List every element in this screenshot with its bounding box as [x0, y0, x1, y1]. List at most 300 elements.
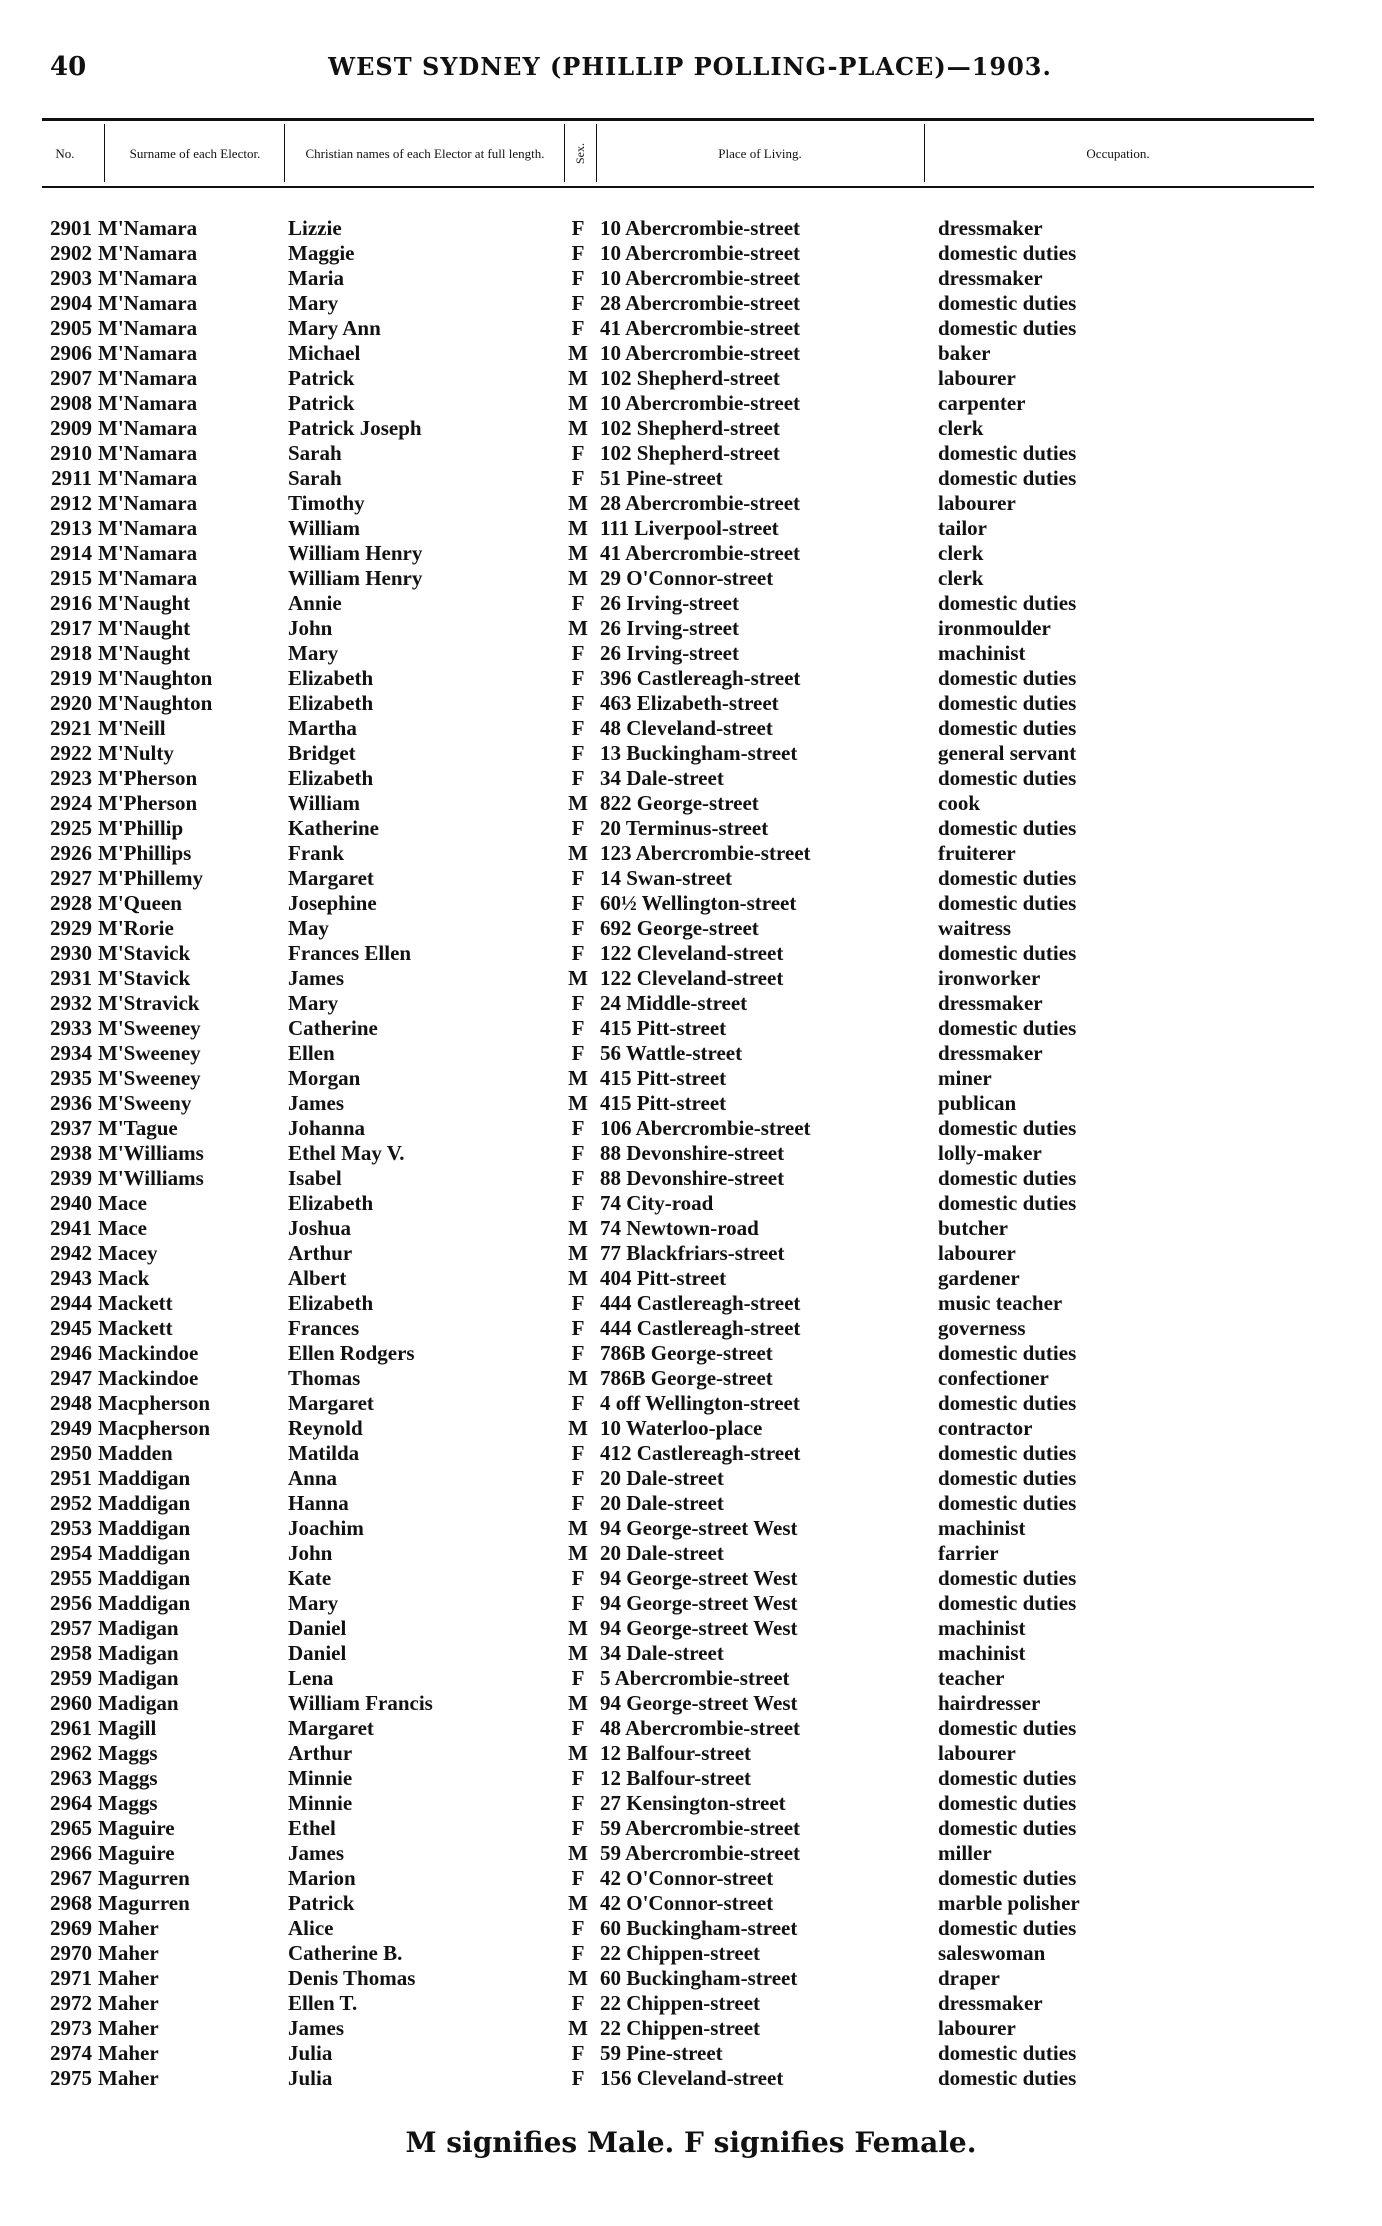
- place-of-living: 102 Shepherd-street: [600, 366, 780, 390]
- elector-number: 2931: [50, 966, 92, 990]
- christian-names: Mary: [288, 1591, 339, 1615]
- sex: F: [571, 1041, 585, 1065]
- place-of-living: 786B George-street: [600, 1341, 773, 1365]
- sex: F: [571, 1791, 585, 1815]
- elector-number: 2925: [50, 816, 92, 840]
- surname: Mackindoe: [98, 1341, 199, 1365]
- place-of-living: 34 Dale-street: [600, 766, 724, 790]
- christian-names: Ellen T.: [288, 1991, 358, 2015]
- christian-names: Timothy: [288, 491, 365, 515]
- surname: M'Nulty: [98, 741, 174, 765]
- sex: M: [568, 491, 588, 515]
- surname: Maddigan: [98, 1516, 191, 1540]
- table-row: [0, 1641, 1382, 1666]
- place-of-living: 111 Liverpool-street: [600, 516, 779, 540]
- occupation: ironmoulder: [938, 616, 1051, 640]
- table-row: [0, 1816, 1382, 1841]
- sex: F: [571, 1716, 585, 1740]
- elector-number: 2938: [50, 1141, 92, 1165]
- occupation: general servant: [938, 741, 1077, 765]
- surname: M'Naught: [98, 591, 191, 615]
- elector-number: 2961: [50, 1716, 92, 1740]
- sex: M: [568, 366, 588, 390]
- sex: M: [568, 541, 588, 565]
- table-row: [0, 666, 1382, 691]
- sex: M: [568, 791, 588, 815]
- table-row: [0, 891, 1382, 916]
- occupation: domestic duties: [938, 591, 1077, 615]
- table-row: [0, 841, 1382, 866]
- place-of-living: 34 Dale-street: [600, 1641, 724, 1665]
- christian-names: Joachim: [288, 1516, 364, 1540]
- sex: F: [571, 1291, 585, 1315]
- place-of-living: 42 O'Connor-street: [600, 1891, 774, 1915]
- place-of-living: 29 O'Connor-street: [600, 566, 774, 590]
- christian-names: Frances: [288, 1316, 360, 1340]
- sex: M: [568, 1266, 588, 1290]
- table-row: [0, 1466, 1382, 1491]
- table-row: [0, 1766, 1382, 1791]
- table-row: [0, 966, 1382, 991]
- surname: M'Rorie: [98, 916, 174, 940]
- christian-names: Denis Thomas: [288, 1966, 416, 1990]
- sex: F: [571, 1166, 585, 1190]
- column-divider: [596, 124, 597, 182]
- table-row: [0, 1091, 1382, 1116]
- surname: Mackett: [98, 1291, 173, 1315]
- elector-number: 2904: [50, 291, 92, 315]
- christian-names: Daniel: [288, 1616, 347, 1640]
- sex: M: [568, 1891, 588, 1915]
- surname: M'Sweeney: [98, 1041, 201, 1065]
- christian-names: Kate: [288, 1566, 332, 1590]
- elector-number: 2940: [50, 1191, 92, 1215]
- sex: M: [568, 1091, 588, 1115]
- surname: M'Stavick: [98, 966, 191, 990]
- place-of-living: 56 Wattle-street: [600, 1041, 743, 1065]
- table-row: [0, 1316, 1382, 1341]
- table-row: [0, 541, 1382, 566]
- christian-names: Margaret: [288, 1391, 374, 1415]
- sex: M: [568, 1691, 588, 1715]
- sex: F: [571, 591, 585, 615]
- table-row: [0, 566, 1382, 591]
- occupation: teacher: [938, 1666, 1005, 1690]
- elector-number: 2914: [50, 541, 92, 565]
- table-row: [0, 1841, 1382, 1866]
- christian-names: Marion: [288, 1866, 356, 1890]
- christian-names: James: [288, 2016, 344, 2040]
- surname: M'Namara: [98, 341, 198, 365]
- elector-number: 2928: [50, 891, 92, 915]
- sex: M: [568, 1966, 588, 1990]
- place-of-living: 10 Abercrombie-street: [600, 216, 801, 240]
- occupation: domestic duties: [938, 691, 1077, 715]
- christian-names: James: [288, 1091, 344, 1115]
- sex: M: [568, 1516, 588, 1540]
- elector-number: 2902: [50, 241, 92, 265]
- christian-names: Catherine B.: [288, 1941, 403, 1965]
- page-number: 40: [50, 52, 87, 82]
- place-of-living: 444 Castlereagh-street: [600, 1316, 801, 1340]
- surname: Maher: [98, 2066, 159, 2090]
- surname: M'Namara: [98, 566, 198, 590]
- surname: M'Namara: [98, 241, 198, 265]
- christian-names: William Henry: [288, 566, 423, 590]
- christian-names: Arthur: [288, 1241, 353, 1265]
- christian-names: Margaret: [288, 866, 374, 890]
- sex: F: [571, 291, 585, 315]
- table-row: [0, 1241, 1382, 1266]
- christian-names: Lena: [288, 1666, 334, 1690]
- christian-names: William Francis: [288, 1691, 433, 1715]
- elector-number: 2905: [50, 316, 92, 340]
- christian-names: Thomas: [288, 1366, 361, 1390]
- table-row: [0, 1041, 1382, 1066]
- sex: M: [568, 1841, 588, 1865]
- occupation: saleswoman: [938, 1941, 1046, 1965]
- place-of-living: 415 Pitt-street: [600, 1016, 727, 1040]
- surname: Mace: [98, 1191, 147, 1215]
- christian-names: Hanna: [288, 1491, 349, 1515]
- place-of-living: 59 Abercrombie-street: [600, 1841, 801, 1865]
- surname: Maher: [98, 2016, 159, 2040]
- place-of-living: 106 Abercrombie-street: [600, 1116, 811, 1140]
- surname: M'Phillips: [98, 841, 192, 865]
- sex: M: [568, 1366, 588, 1390]
- occupation: gardener: [938, 1266, 1020, 1290]
- column-divider: [564, 124, 565, 182]
- sex: M: [568, 516, 588, 540]
- surname: Macey: [98, 1241, 158, 1265]
- occupation: domestic duties: [938, 1441, 1077, 1465]
- elector-number: 2965: [50, 1816, 92, 1840]
- christian-names: Albert: [288, 1266, 347, 1290]
- sex: M: [568, 1741, 588, 1765]
- surname: M'Williams: [98, 1141, 204, 1165]
- table-row: [0, 466, 1382, 491]
- sex: F: [571, 1941, 585, 1965]
- surname: M'Naught: [98, 616, 191, 640]
- table-row: [0, 491, 1382, 516]
- occupation: draper: [938, 1966, 1000, 1990]
- surname: M'Tague: [98, 1116, 178, 1140]
- elector-number: 2946: [50, 1341, 92, 1365]
- table-row: [0, 1266, 1382, 1291]
- elector-number: 2966: [50, 1841, 92, 1865]
- sex: F: [571, 1391, 585, 1415]
- place-of-living: 156 Cleveland-street: [600, 2066, 784, 2090]
- christian-names: Minnie: [288, 1791, 353, 1815]
- sex: F: [571, 441, 585, 465]
- place-of-living: 26 Irving-street: [600, 641, 739, 665]
- elector-number: 2915: [50, 566, 92, 590]
- surname: M'Sweeny: [98, 1091, 192, 1115]
- christian-names: Johanna: [288, 1116, 366, 1140]
- sex: F: [571, 941, 585, 965]
- occupation: domestic duties: [938, 816, 1077, 840]
- elector-number: 2962: [50, 1741, 92, 1765]
- place-of-living: 42 O'Connor-street: [600, 1866, 774, 1890]
- elector-number: 2947: [50, 1366, 92, 1390]
- table-row: [0, 691, 1382, 716]
- surname: Maher: [98, 2041, 159, 2065]
- sex: F: [571, 1566, 585, 1590]
- occupation: labourer: [938, 1741, 1016, 1765]
- table-row: [0, 1491, 1382, 1516]
- occupation: domestic duties: [938, 316, 1077, 340]
- column-header-occupation: Occupation.: [1086, 145, 1150, 161]
- christian-names: Frank: [288, 841, 345, 865]
- table-row: [0, 441, 1382, 466]
- sex: F: [571, 916, 585, 940]
- place-of-living: 94 George-street West: [600, 1566, 798, 1590]
- place-of-living: 60½ Wellington-street: [600, 891, 797, 915]
- elector-number: 2935: [50, 1066, 92, 1090]
- occupation: domestic duties: [938, 1391, 1077, 1415]
- table-row: [0, 916, 1382, 941]
- place-of-living: 10 Waterloo-place: [600, 1416, 763, 1440]
- table-row: [0, 241, 1382, 266]
- column-divider: [924, 124, 925, 182]
- occupation: domestic duties: [938, 1766, 1077, 1790]
- surname: M'Namara: [98, 441, 198, 465]
- sex: M: [568, 1641, 588, 1665]
- table-row: [0, 641, 1382, 666]
- table-row: [0, 816, 1382, 841]
- electoral-roll-table: [0, 216, 1382, 2091]
- occupation: dressmaker: [938, 266, 1043, 290]
- sex: M: [568, 616, 588, 640]
- sex: M: [568, 1541, 588, 1565]
- occupation: labourer: [938, 366, 1016, 390]
- sex: M: [568, 1241, 588, 1265]
- elector-number: 2959: [50, 1666, 92, 1690]
- occupation: domestic duties: [938, 866, 1077, 890]
- occupation: machinist: [938, 1616, 1026, 1640]
- sex: F: [571, 1316, 585, 1340]
- christian-names: Julia: [288, 2066, 333, 2090]
- sex: F: [571, 1491, 585, 1515]
- occupation: clerk: [938, 416, 984, 440]
- table-row: [0, 616, 1382, 641]
- christian-names: Ethel May V.: [288, 1141, 405, 1165]
- elector-number: 2948: [50, 1391, 92, 1415]
- place-of-living: 48 Abercrombie-street: [600, 1716, 801, 1740]
- place-of-living: 59 Pine-street: [600, 2041, 723, 2065]
- elector-number: 2963: [50, 1766, 92, 1790]
- place-of-living: 122 Cleveland-street: [600, 941, 784, 965]
- occupation: machinist: [938, 1641, 1026, 1665]
- elector-number: 2973: [50, 2016, 92, 2040]
- place-of-living: 20 Dale-street: [600, 1541, 724, 1565]
- occupation: hairdresser: [938, 1691, 1041, 1715]
- place-of-living: 122 Cleveland-street: [600, 966, 784, 990]
- place-of-living: 14 Swan-street: [600, 866, 733, 890]
- sex: F: [571, 1866, 585, 1890]
- occupation: domestic duties: [938, 2041, 1077, 2065]
- place-of-living: 12 Balfour-street: [600, 1766, 752, 1790]
- place-of-living: 10 Abercrombie-street: [600, 391, 801, 415]
- christian-names: William: [288, 791, 360, 815]
- table-row: [0, 1441, 1382, 1466]
- christian-names: Elizabeth: [288, 1291, 374, 1315]
- christian-names: Maggie: [288, 241, 355, 265]
- page-title: WEST SYDNEY (PHILLIP POLLING-PLACE)—1903.: [328, 52, 1052, 81]
- table-row: [0, 1416, 1382, 1441]
- occupation: tailor: [938, 516, 987, 540]
- column-header-place: Place of Living.: [718, 145, 802, 161]
- place-of-living: 48 Cleveland-street: [600, 716, 773, 740]
- place-of-living: 20 Dale-street: [600, 1491, 724, 1515]
- christian-names: Katherine: [288, 816, 379, 840]
- surname: Maguire: [98, 1841, 175, 1865]
- place-of-living: 415 Pitt-street: [600, 1066, 727, 1090]
- elector-number: 2921: [50, 716, 92, 740]
- christian-names: Lizzie: [288, 216, 342, 240]
- surname: M'Namara: [98, 416, 198, 440]
- place-of-living: 396 Castlereagh-street: [600, 666, 801, 690]
- christian-names: William Henry: [288, 541, 423, 565]
- table-row: [0, 216, 1382, 241]
- occupation: domestic duties: [938, 241, 1077, 265]
- surname: Maddigan: [98, 1566, 191, 1590]
- surname: Maggs: [98, 1741, 158, 1765]
- elector-number: 2924: [50, 791, 92, 815]
- christian-names: James: [288, 966, 344, 990]
- occupation: contractor: [938, 1416, 1033, 1440]
- surname: Madigan: [98, 1666, 179, 1690]
- occupation: domestic duties: [938, 666, 1077, 690]
- occupation: ironworker: [938, 966, 1041, 990]
- elector-number: 2913: [50, 516, 92, 540]
- elector-number: 2912: [50, 491, 92, 515]
- elector-number: 2911: [51, 466, 92, 490]
- occupation: domestic duties: [938, 2066, 1077, 2090]
- surname: Mack: [98, 1266, 150, 1290]
- table-row: [0, 716, 1382, 741]
- occupation: domestic duties: [938, 1916, 1077, 1940]
- surname: Maher: [98, 1966, 159, 1990]
- christian-names: Frances Ellen: [288, 941, 412, 965]
- elector-number: 2941: [50, 1216, 92, 1240]
- surname: M'Namara: [98, 516, 198, 540]
- sex: M: [568, 341, 588, 365]
- elector-number: 2906: [50, 341, 92, 365]
- table-row: [0, 1116, 1382, 1141]
- table-row: [0, 1066, 1382, 1091]
- sex: F: [571, 266, 585, 290]
- elector-number: 2950: [50, 1441, 92, 1465]
- header-rule-top: [42, 118, 1314, 121]
- elector-number: 2920: [50, 691, 92, 715]
- sex: F: [571, 1116, 585, 1140]
- place-of-living: 60 Buckingham-street: [600, 1916, 798, 1940]
- occupation: domestic duties: [938, 1816, 1077, 1840]
- sex: F: [571, 466, 585, 490]
- surname: Magurren: [98, 1866, 190, 1890]
- sex: F: [571, 1766, 585, 1790]
- elector-number: 2972: [50, 1991, 92, 2015]
- surname: Maguire: [98, 1816, 175, 1840]
- christian-names: Patrick Joseph: [288, 416, 422, 440]
- sex: F: [571, 2066, 585, 2090]
- elector-number: 2932: [50, 991, 92, 1015]
- christian-names: Julia: [288, 2041, 333, 2065]
- surname: M'Namara: [98, 291, 198, 315]
- surname: M'Phillemy: [98, 866, 203, 890]
- elector-number: 2967: [50, 1866, 92, 1890]
- surname: M'Namara: [98, 216, 198, 240]
- surname: Magurren: [98, 1891, 190, 1915]
- occupation: domestic duties: [938, 1166, 1077, 1190]
- table-row: [0, 991, 1382, 1016]
- occupation: machinist: [938, 641, 1026, 665]
- sex: F: [571, 241, 585, 265]
- christian-names: Alice: [288, 1916, 334, 1940]
- sex: F: [571, 666, 585, 690]
- elector-number: 2930: [50, 941, 92, 965]
- table-row: [0, 1391, 1382, 1416]
- occupation: miller: [938, 1841, 992, 1865]
- surname: M'Pherson: [98, 766, 198, 790]
- place-of-living: 692 George-street: [600, 916, 759, 940]
- christian-names: Margaret: [288, 1716, 374, 1740]
- place-of-living: 102 Shepherd-street: [600, 441, 780, 465]
- christian-names: Patrick: [288, 366, 355, 390]
- elector-number: 2942: [50, 1241, 92, 1265]
- sex: F: [571, 1441, 585, 1465]
- elector-number: 2952: [50, 1491, 92, 1515]
- surname: Maher: [98, 1916, 159, 1940]
- christian-names: Maria: [288, 266, 344, 290]
- surname: Maddigan: [98, 1491, 191, 1515]
- christian-names: Michael: [288, 341, 361, 365]
- place-of-living: 22 Chippen-street: [600, 2016, 761, 2040]
- table-row: [0, 1666, 1382, 1691]
- place-of-living: 27 Kensington-street: [600, 1791, 786, 1815]
- christian-names: Anna: [288, 1466, 338, 1490]
- elector-number: 2955: [50, 1566, 92, 1590]
- christian-names: Ethel: [288, 1816, 336, 1840]
- table-row: [0, 1291, 1382, 1316]
- christian-names: Joshua: [288, 1216, 352, 1240]
- elector-number: 2969: [50, 1916, 92, 1940]
- occupation: publican: [938, 1091, 1017, 1115]
- table-row: [0, 266, 1382, 291]
- place-of-living: 10 Abercrombie-street: [600, 241, 801, 265]
- place-of-living: 28 Abercrombie-street: [600, 291, 801, 315]
- column-header-sex-cell: [566, 124, 594, 182]
- elector-number: 2944: [50, 1291, 92, 1315]
- table-row: [0, 341, 1382, 366]
- sex-legend: M signifies Male. F signifies Female.: [405, 2126, 977, 2159]
- occupation: butcher: [938, 1216, 1008, 1240]
- table-row: [0, 1366, 1382, 1391]
- sex: M: [568, 966, 588, 990]
- table-row: [0, 291, 1382, 316]
- place-of-living: 20 Terminus-street: [600, 816, 769, 840]
- occupation: domestic duties: [938, 1016, 1077, 1040]
- place-of-living: 102 Shepherd-street: [600, 416, 780, 440]
- occupation: domestic duties: [938, 466, 1077, 490]
- table-row: [0, 1991, 1382, 2016]
- sex: F: [571, 816, 585, 840]
- occupation: marble polisher: [938, 1891, 1080, 1915]
- occupation: governess: [938, 1316, 1026, 1340]
- place-of-living: 94 George-street West: [600, 1616, 798, 1640]
- elector-number: 2956: [50, 1591, 92, 1615]
